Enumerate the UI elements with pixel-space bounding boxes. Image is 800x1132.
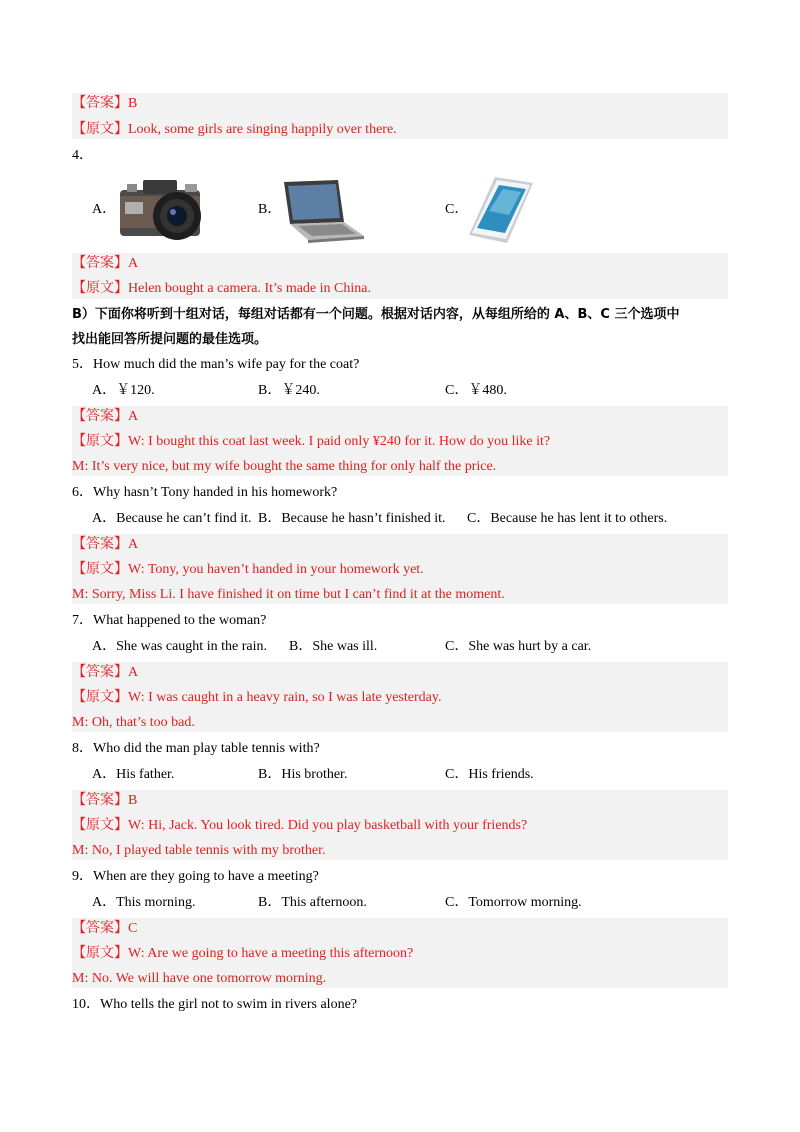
option-a: A．His father. xyxy=(92,767,175,782)
transcript-line: M: Sorry, Miss Li. I have finished it on time but I can’t find it at the moment. xyxy=(72,587,505,602)
answer-line: 【答案】A xyxy=(72,665,139,680)
camera-icon xyxy=(115,172,215,244)
option-c: C．￥480. xyxy=(445,383,507,398)
option-c: C．She was hurt by a car. xyxy=(445,639,592,654)
option-a: A．￥120. xyxy=(92,383,155,398)
transcript-line: 【原文】W: I bought this coat last week. I paid only ¥240 for it. How do you like it? xyxy=(72,434,551,449)
option-c: C．His friends. xyxy=(445,767,534,782)
section-b-instruction: 找出能回答所提问题的最佳选项。 xyxy=(72,332,268,347)
transcript-line: 【原文】Helen bought a camera. It’s made in China. xyxy=(72,281,371,296)
transcript-line: 【原文】W: Hi, Jack. You look tired. Did you play basketball with your friends? xyxy=(72,818,528,833)
option-b: B．His brother. xyxy=(258,767,348,782)
option-a: A．Because he can’t find it. xyxy=(92,511,252,526)
option-b: B．Because he hasn’t finished it. xyxy=(258,511,446,526)
transcript-line: 【原文】W: Tony, you haven’t handed in your homework yet. xyxy=(72,562,424,577)
question: 8．Who did the man play table tennis with? xyxy=(72,741,320,756)
answer-line: 【答案】C xyxy=(72,921,138,936)
transcript-line: M: Oh, that’s too bad. xyxy=(72,715,195,730)
section-b-instruction: B）下面你将听到十组对话，每组对话都有一个问题。根据对话内容，从每组所给的 A、B、C 三个选项中 xyxy=(72,307,680,322)
option-c: C．Because he has lent it to others. xyxy=(467,511,668,526)
question: 10．Who tells the girl not to swim in rivers alone? xyxy=(72,997,358,1012)
question: 5．How much did the man’s wife pay for the coat? xyxy=(72,357,360,372)
option-c: C．Tomorrow morning. xyxy=(445,895,582,910)
transcript-line: M: No, I played table tennis with my brother. xyxy=(72,843,326,858)
option-b: B．This afternoon. xyxy=(258,895,367,910)
option-c-label: C． xyxy=(445,202,469,217)
transcript-line: 【原文】Look, some girls are singing happily over there. xyxy=(72,122,397,137)
question: 6．Why hasn’t Tony handed in his homework? xyxy=(72,485,338,500)
option-b: B．￥240. xyxy=(258,383,320,398)
answer-line: 【答案】B xyxy=(72,793,138,808)
laptop-icon xyxy=(278,178,366,244)
option-b-label: B． xyxy=(258,202,282,217)
option-a-label: A． xyxy=(92,202,117,217)
transcript-line: 【原文】W: I was caught in a heavy rain, so I was late yesterday. xyxy=(72,690,442,705)
option-a: A．She was caught in the rain. xyxy=(92,639,267,654)
transcript-line: 【原文】W: Are we going to have a meeting this afternoon? xyxy=(72,946,414,961)
question-number: 4． xyxy=(72,148,93,163)
phone-icon xyxy=(465,175,537,245)
option-b: B．She was ill. xyxy=(289,639,378,654)
answer-line: 【答案】A xyxy=(72,256,139,271)
transcript-line: M: No. We will have one tomorrow morning. xyxy=(72,971,327,986)
answer-line: 【答案】A xyxy=(72,537,139,552)
option-a: A．This morning. xyxy=(92,895,196,910)
question: 7．What happened to the woman? xyxy=(72,613,267,628)
question: 9．When are they going to have a meeting? xyxy=(72,869,319,884)
answer-line: 【答案】A xyxy=(72,409,139,424)
answer-line: 【答案】B xyxy=(72,96,138,111)
transcript-line: M: It’s very nice, but my wife bought the same thing for only half the price. xyxy=(72,459,497,474)
